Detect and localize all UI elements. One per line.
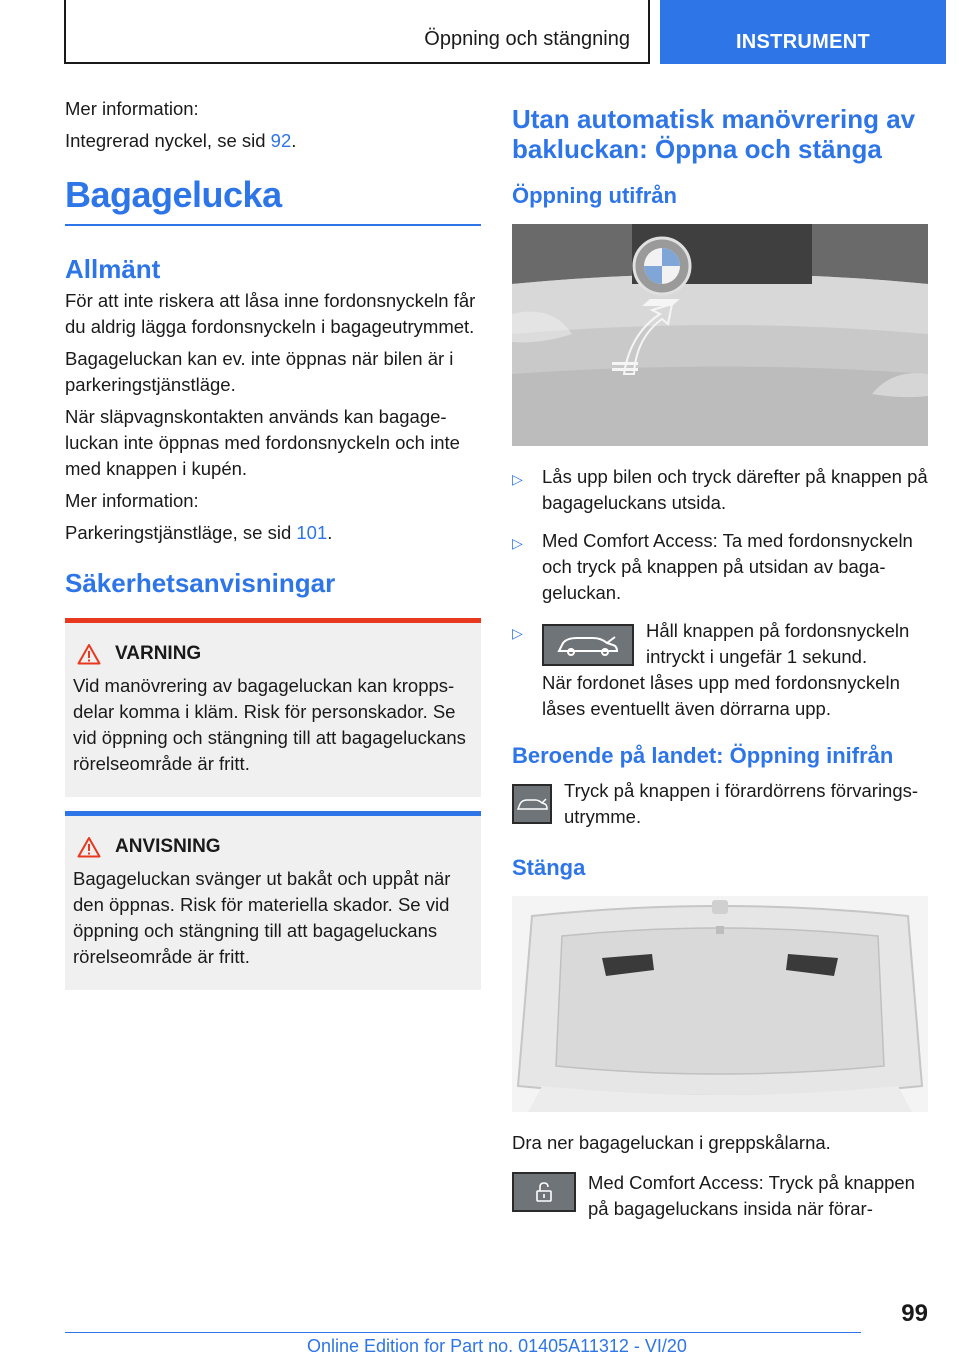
general-paragraph-1: För att inte riskera att låsa inne fordonsnyckeln får du aldrig lägga fordonsnyckeln i bagageutrymmet.	[65, 290, 476, 337]
notice-box	[65, 811, 481, 990]
trunk-button-photo	[512, 224, 928, 446]
page-link-101[interactable]: 101	[296, 522, 328, 543]
header-chapter-tab[interactable]: INSTRUMENT	[660, 0, 946, 64]
list-item-text: Håll knappen på fordonsnyckeln intryckt i ungefär 1 sekund.	[646, 620, 910, 667]
footer-divider	[65, 1332, 861, 1333]
country-row	[512, 778, 928, 830]
close-heading: Stänga	[512, 855, 586, 880]
intro-label: Mer information:	[65, 98, 199, 119]
country-heading: Beroende på landet: Öppning inifrån	[512, 743, 894, 768]
page-link-92[interactable]: 92	[270, 130, 292, 151]
list-item-text: Lås upp bilen och tryck därefter på knappen på bagageluckans utsida.	[542, 466, 928, 513]
list-item	[512, 464, 928, 516]
warning-triangle-icon	[77, 643, 101, 665]
notice-triangle-icon	[77, 836, 101, 858]
notice-title: ANVISNING	[115, 836, 221, 857]
car-trunk-button-icon	[512, 784, 552, 824]
bullet-triangle-icon: ▷	[512, 471, 523, 487]
page-number: 99	[901, 1300, 928, 1327]
trunk-lid-illustration	[512, 896, 928, 1112]
right-heading: Utan automatisk manövrering av bakluckan: Öppna och stänga	[512, 104, 916, 164]
trunk-lock-button-icon	[512, 1172, 576, 1212]
more-info-label: Mer information:	[65, 490, 199, 511]
intro-line	[65, 128, 481, 154]
safety-heading: Säkerhetsanvisningar	[65, 568, 336, 598]
footer-edition: Online Edition for Part no. 01405A11312 - VI/20	[307, 1336, 687, 1356]
warning-title: VARNING	[115, 643, 202, 664]
general-paragraph-2: Bagageluckan kan ev. inte öppnas när bilen är i parkeringstjänstläge.	[65, 348, 454, 395]
bullet-triangle-icon: ▷	[512, 535, 523, 551]
left-column	[65, 96, 481, 1004]
trunk-button-illustration	[512, 224, 928, 446]
general-paragraph-3: När släpvagnskontakten används kan bagageluckan inte öppnas med fordonsnyckeln och inte med knappen i kupén.	[65, 406, 460, 479]
bullet-triangle-icon: ▷	[512, 625, 523, 641]
open-steps-list	[512, 464, 928, 670]
close-paragraph-1: Dra ner bagageluckan i greppskålarna.	[512, 1132, 831, 1153]
warning-box	[65, 618, 481, 797]
warning-text: Vid manövrering av bagageluckan kan kroppsdelar komma i kläm. Risk för personskador. Se vid öppning och stängning till att bagageluckans rörelseområde är fritt.	[73, 675, 466, 774]
trunk-lid-photo	[512, 896, 928, 1112]
list-item	[512, 618, 928, 670]
general-heading: Allmänt	[65, 254, 161, 284]
car-trunk-key-icon	[542, 624, 634, 666]
right-column	[512, 104, 928, 1228]
more-info-text: Parkeringstjänstläge, se sid	[65, 522, 297, 543]
bullet-3-followup: När fordonet låses upp med fordonsnyckeln låses eventuellt även dörrarna upp.	[542, 672, 900, 719]
section-title: Bagagelucka	[65, 174, 481, 226]
bullet-3-content	[542, 618, 928, 670]
list-item-text: Med Comfort Access: Ta med fordonsnyckeln och tryck på knappen på utsidan av bagageluckan.	[542, 530, 913, 603]
warning-header	[73, 643, 473, 665]
notice-text: Bagageluckan svänger ut bakåt och uppåt när den öppnas. Risk för materiella skador. Se vid öppning och stängning till att bagageluckans rörelseområde är fritt.	[73, 868, 451, 967]
intro-end: .	[291, 130, 297, 151]
country-text: Tryck på knappen i förardörrens förvaringsutrymme.	[564, 780, 919, 827]
more-info-end: .	[327, 522, 333, 543]
header-section-title: Öppning och stängning	[424, 28, 630, 50]
open-outside-heading: Öppning utifrån	[512, 183, 677, 208]
notice-header	[73, 836, 473, 858]
list-item	[512, 528, 928, 606]
more-info-line	[65, 520, 481, 546]
close-paragraph-2: Med Comfort Access: Tryck på knappen på bagageluckans insida när förar-	[588, 1172, 915, 1219]
header-frame	[64, 0, 650, 64]
close-row	[512, 1170, 928, 1222]
intro-text: Integrerad nyckel, se sid	[65, 130, 271, 151]
